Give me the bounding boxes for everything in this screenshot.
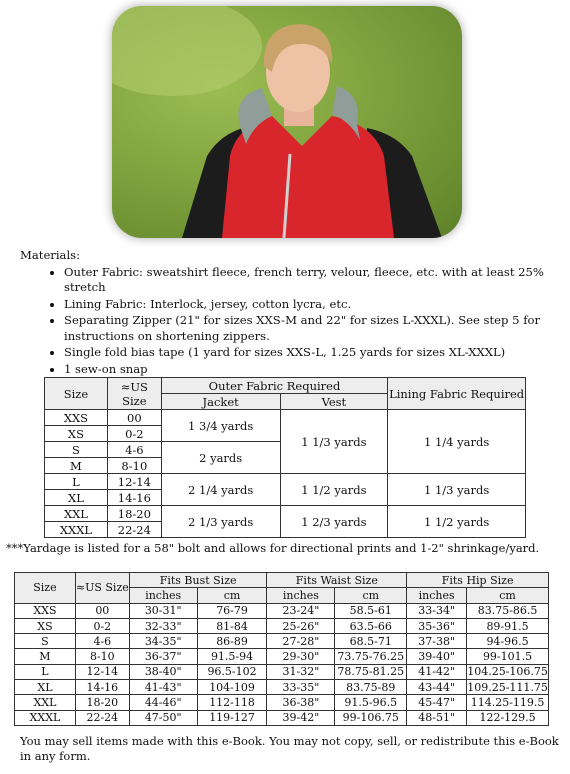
jacket-cell: 2 1/4 yards [161,474,280,506]
fit-cell: 78.75-81.25 [335,664,407,679]
us-size-cell: 0-2 [107,426,161,442]
fit-cell: S [15,634,76,649]
lining-cell: 1 1/4 yards [388,410,526,474]
col-size: Size [15,573,76,604]
fit-cell: 14-16 [75,680,129,695]
jacket-cell: 2 yards [161,442,280,474]
fit-table-body [15,603,549,725]
table-row [45,474,526,490]
fit-cell: 83.75-86.5 [467,603,549,618]
fit-cell: 25-26" [267,618,335,633]
lining-cell: 1 1/2 yards [388,506,526,538]
size-cell: XXS [45,410,108,426]
vest-cell: 1 1/2 yards [280,474,388,506]
fit-cell: 68.5-71 [335,634,407,649]
fit-cell: 41-43" [129,680,197,695]
fit-cell: 33-34" [407,603,467,618]
fit-cell: 81-84 [197,618,267,633]
col-size: Size [45,378,108,410]
material-item: • Single fold bias tape (1 yard for sizes XXS-L, 1.25 yards for sizes XL-XXXL) [64,345,560,361]
fit-cell: 91.5-96.5 [335,695,407,710]
material-item: • 1 sew-on snap [64,362,560,378]
col-cm: cm [467,588,549,603]
material-item: • Outer Fabric: sweatshirt fleece, french terry, velour, fleece, etc. with at least 25% stretch [64,265,560,296]
fit-cell: 83.75-89 [335,680,407,695]
us-size-cell: 14-16 [107,490,161,506]
table-row [15,603,549,618]
fit-cell: 104-109 [197,680,267,695]
fit-cell: 37-38" [407,634,467,649]
fit-cell: 63.5-66 [335,618,407,633]
fit-cell: 00 [75,603,129,618]
fit-cell: XL [15,680,76,695]
size-cell: L [45,474,108,490]
us-size-cell: 8-10 [107,458,161,474]
fit-cell: 39-40" [407,649,467,664]
fit-cell: 112-118 [197,695,267,710]
materials-heading: Materials: [20,248,81,262]
col-lining: Lining Fabric Required [388,378,526,410]
fit-cell: 36-37" [129,649,197,664]
fit-cell: 8-10 [75,649,129,664]
table-row [15,710,549,725]
fit-cell: 99-101.5 [467,649,549,664]
fit-cell: 99-106.75 [335,710,407,725]
material-item: • Lining Fabric: Interlock, jersey, cotton lycra, etc. [64,297,560,313]
fit-cell: 23-24" [267,603,335,618]
materials-section [20,248,560,378]
fit-cell: 33-35" [267,680,335,695]
fit-cell: 104.25-106.75 [467,665,548,679]
fit-cell: 43-44" [407,680,467,695]
fit-cell: 45-47" [407,695,467,710]
fit-cell: 39-42" [267,710,335,725]
jacket-cell: 1 3/4 yards [161,410,280,442]
col-inches: inches [407,588,467,603]
col-bust: Fits Bust Size [129,573,267,588]
yardage-table [44,377,526,538]
size-cell: XS [45,426,108,442]
col-inches: inches [267,588,335,603]
fit-cell: 36-38" [267,695,335,710]
fit-cell: 31-32" [267,664,335,679]
fit-cell: 73.75-76.25 [335,649,407,664]
size-cell: XL [45,490,108,506]
col-jacket: Jacket [161,394,280,410]
table-row [45,506,526,522]
fit-cell: 44-46" [129,695,197,710]
fit-cell: 27-28" [267,634,335,649]
fit-cell: L [15,664,76,679]
fit-cell: XXS [15,603,76,618]
col-cm: cm [335,588,407,603]
table-row [15,695,549,710]
yardage-note: ***Yardage is listed for a 58" bolt and allows for directional prints and 1-2" shrinkage/yard. [6,541,540,555]
materials-list [20,265,560,378]
fit-table [14,572,549,726]
model-photo [112,6,462,238]
col-hip: Fits Hip Size [407,573,549,588]
fit-cell: XXXL [15,710,76,725]
table-row [15,618,549,633]
fit-cell: 119-127 [197,710,267,725]
us-size-cell: 22-24 [107,522,161,538]
fit-cell: 58.5-61 [335,603,407,618]
fit-cell: 12-14 [75,664,129,679]
col-outer: Outer Fabric Required [161,378,387,394]
fit-cell: 89-91.5 [467,618,549,633]
fit-cell: XS [15,618,76,633]
fit-cell: M [15,649,76,664]
table-row [45,410,526,426]
fit-cell: 114.25-119.5 [467,695,549,710]
fit-cell: 48-51" [407,710,467,725]
fit-cell: 96.5-102 [197,664,267,679]
fit-cell: 122-129.5 [467,710,549,725]
fit-cell: 47-50" [129,710,197,725]
col-inches: inches [129,588,197,603]
size-cell: XXL [45,506,108,522]
col-vest: Vest [280,394,388,410]
col-us-size: ≈US Size [107,378,161,410]
fit-cell: 76-79 [197,603,267,618]
col-cm: cm [197,588,267,603]
fit-cell: 41-42" [407,664,467,679]
fit-cell: 109.25-111.75 [467,680,548,694]
fit-cell: 18-20 [75,695,129,710]
table-row [15,664,549,679]
vest-cell: 1 1/3 yards [280,410,388,474]
us-size-cell: 4-6 [107,442,161,458]
col-waist: Fits Waist Size [267,573,407,588]
col-us-size: ≈US Size [75,573,129,604]
fit-cell: 29-30" [267,649,335,664]
footer-note: You may sell items made with this e-Book. You may not copy, sell, or redistribute this e-Book in any form. [20,734,559,763]
fit-cell: 38-40" [129,664,197,679]
lining-cell: 1 1/3 yards [388,474,526,506]
fit-cell: 30-31" [129,603,197,618]
fit-cell: 91.5-94 [197,649,267,664]
us-size-cell: 18-20 [107,506,161,522]
us-size-cell: 00 [107,410,161,426]
fit-cell: 0-2 [75,618,129,633]
fit-cell: 32-33" [129,618,197,633]
jacket-cell: 2 1/3 yards [161,506,280,538]
us-size-cell: 12-14 [107,474,161,490]
size-cell: M [45,458,108,474]
fit-cell: 4-6 [75,634,129,649]
vest-cell: 1 2/3 yards [280,506,388,538]
fit-cell: 35-36" [407,618,467,633]
size-cell: S [45,442,108,458]
table-row [15,649,549,664]
size-cell: XXXL [45,522,108,538]
fit-cell: 22-24 [75,710,129,725]
model-illustration [112,6,462,238]
fit-cell: 86-89 [197,634,267,649]
fit-cell: XXL [15,695,76,710]
table-row [15,680,549,695]
fit-cell: 34-35" [129,634,197,649]
table-row [15,634,549,649]
material-item: • Separating Zipper (21" for sizes XXS-M and 22" for sizes L-XXXL). See step 5 for instructions on shortening zippers. [64,313,560,344]
fit-cell: 94-96.5 [467,634,549,649]
